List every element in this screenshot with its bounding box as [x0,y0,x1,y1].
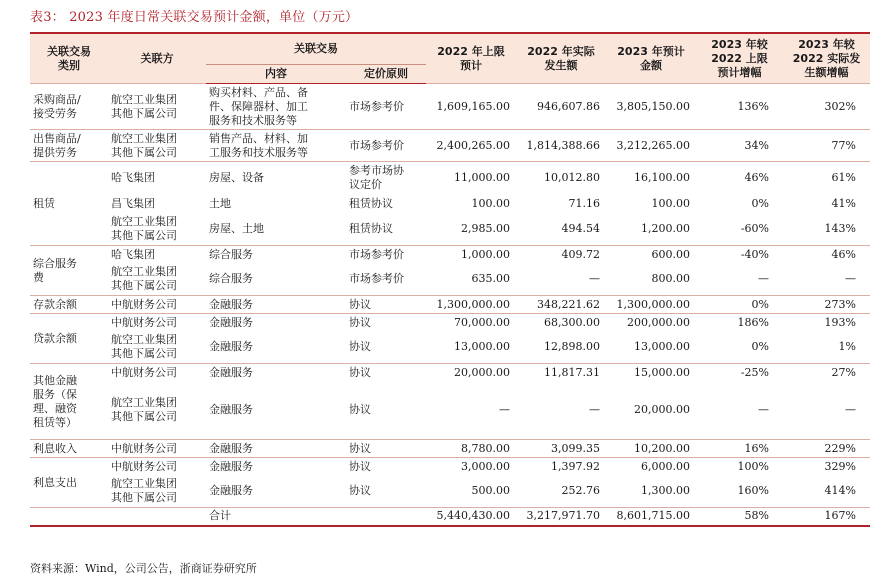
cell-growth-vs-limit: 186% [696,314,783,332]
cell-estimate-2023: 13,000.00 [634,340,690,354]
cell-content: 金融服务 [206,440,346,458]
cell-limit-2022: 20,000.00 [426,364,516,382]
cell-principle: 市场参考价 [349,272,404,286]
header-growth-vs-limit: 2023 年较 2022 上限 预计增幅 [696,33,783,84]
cell-principle: 协议 [346,314,426,332]
cell-actual-2022: 946,607.86 [516,84,606,130]
cell-principle: 市场参考价 [346,130,426,162]
cell-party: 中航财务公司 [108,364,206,382]
cell-content: 金融服务 [209,484,253,498]
cell-estimate-2023: 100.00 [651,196,690,210]
cell-limit-2022: 1,300,000.00 [426,296,516,314]
cell-limit-2022: 8,780.00 [426,440,516,458]
table-row [30,364,870,382]
total-row [30,508,870,526]
cell-growth-vs-limit: 16% [696,440,783,458]
cell-principle: 参考市场协 议定价 [346,162,426,194]
cell-actual-2022: 11,817.31 [516,364,606,382]
table-row [30,314,870,332]
cell-content: 金融服务 [206,314,346,332]
cell-content: 房屋、土地 [209,222,264,236]
cell-estimate-2023: 800.00 [651,272,690,286]
cell-limit-2022: 13,000.00 [454,340,510,354]
cell-content: 购买材料、产品、备 件、保障器材、加工 服务和技术服务等 [206,84,346,130]
table-row [30,458,870,476]
cell-growth-vs-limit: 0% [751,340,769,354]
cell-party: 航空工业集团 其他下属公司 [111,333,177,361]
cell-principle: 协议 [346,458,426,476]
table-row [30,382,870,440]
cell-actual-2022: 1,814,388.66 [516,130,606,162]
cell-growth-vs-actual: 273% [783,296,870,314]
table-row [30,162,870,194]
cell-actual-2022: 12,898.00 [544,340,600,354]
cell-actual-2022: 252.76 [561,484,600,498]
cell-content: 综合服务 [206,246,346,264]
cell-growth-vs-actual: 41% [831,196,856,210]
header-party: 关联方 [108,33,206,84]
cell-content: 金融服务 [206,296,346,314]
cell-category: 综合服务 费 [30,246,108,296]
cell-growth-vs-actual: 61% [783,162,870,194]
cell-growth-vs-actual: 1% [838,340,856,354]
cell-content: 房屋、设备 [206,162,346,194]
table-row [30,476,870,508]
cell-estimate-2023: 15,000.00 [606,364,696,382]
source-note: 资料来源：Wind，公司公告，浙商证券研究所 [30,562,257,575]
cell-actual-2022: 1,397.92 [516,458,606,476]
cell-actual-2022: 3,099.35 [516,440,606,458]
cell-content: 土地 [209,196,231,210]
cell-growth-vs-actual: 229% [783,440,870,458]
cell-principle: 市场参考价 [346,84,426,130]
cell-estimate-2023: 1,300,000.00 [606,296,696,314]
total-limit-2022: 5,440,430.00 [426,508,516,526]
cell-principle: 协议 [349,484,371,498]
header-principle: 定价原则 [346,65,426,84]
header-actual-2022: 2022 年实际 发生额 [516,33,606,84]
cell-actual-2022: 409.72 [516,246,606,264]
cell-estimate-2023: 600.00 [606,246,696,264]
cell-actual-2022: 68,300.00 [516,314,606,332]
cell-actual-2022: 71.16 [568,196,600,210]
cell-party: 航空工业集团 其他下属公司 [111,477,177,505]
cell-category: 存款余额 [30,296,108,314]
cell-limit-2022: 100.00 [471,196,510,210]
total-estimate-2023: 8,601,715.00 [606,508,696,526]
cell-party: 中航财务公司 [108,314,206,332]
cell-empty [108,508,206,526]
cell-estimate-2023: 3,805,150.00 [606,84,696,130]
cell-limit-2022: 1,609,165.00 [426,84,516,130]
cell-growth-vs-limit: 46% [696,162,783,194]
cell-category: 采购商品/ 接受劳务 [30,84,108,130]
header-transaction: 关联交易 [206,33,426,65]
cell-empty [346,508,426,526]
cell-growth-vs-limit: -25% [696,364,783,382]
cell-limit-2022: 2,400,265.00 [426,130,516,162]
cell-estimate-2023: 6,000.00 [606,458,696,476]
total-growth-vs-actual: 167% [783,508,870,526]
cell-party: 中航财务公司 [108,458,206,476]
cell-party: 中航财务公司 [108,440,206,458]
header-growth-vs-actual: 2023 年较 2022 实际发 生额增幅 [783,33,870,84]
cell-category: 贷款余额 [30,314,108,364]
total-growth-vs-limit: 58% [696,508,783,526]
header-content: 内容 [206,65,346,84]
cell-content: 金融服务 [206,364,346,382]
cell-actual-2022: 10,012.80 [516,162,606,194]
table-row [30,332,870,364]
cell-category: 租赁 [30,162,108,246]
related-transactions-table [30,32,870,527]
cell-growth-vs-limit: — [758,403,769,417]
header-limit-2022: 2022 年上限 预计 [426,33,516,84]
cell-content: 金融服务 [209,403,253,417]
cell-estimate-2023: 3,212,265.00 [606,130,696,162]
cell-limit-2022: 2,985.00 [461,222,510,236]
cell-principle: 协议 [346,364,426,382]
cell-growth-vs-limit: 0% [751,196,769,210]
cell-principle: 协议 [349,340,371,354]
cell-limit-2022: 70,000.00 [426,314,516,332]
cell-growth-vs-actual: 329% [783,458,870,476]
cell-growth-vs-limit: 34% [696,130,783,162]
cell-estimate-2023: 1,300.00 [641,484,690,498]
table-body [30,84,870,526]
cell-growth-vs-limit: 136% [696,84,783,130]
cell-content: 金融服务 [209,340,253,354]
header-category: 关联交易 类别 [30,33,108,84]
table-caption: 表3： 2023 年度日常关联交易预计金额，单位（万元） [30,10,359,25]
table-row [30,246,870,264]
total-label: 合计 [206,508,346,526]
cell-estimate-2023: 16,100.00 [606,162,696,194]
cell-principle: 协议 [346,440,426,458]
cell-content: 销售产品、材料、加 工服务和技术服务等 [206,130,346,162]
table-row [30,130,870,162]
cell-limit-2022: 500.00 [471,484,510,498]
cell-growth-vs-limit: 100% [696,458,783,476]
cell-party: 中航财务公司 [108,296,206,314]
cell-party: 航空工业集团 其他下属公司 [108,84,206,130]
table-row [30,84,870,130]
cell-growth-vs-actual: — [845,272,856,286]
total-actual-2022: 3,217,971.70 [516,508,606,526]
table-row [30,194,870,214]
cell-growth-vs-actual: 77% [783,130,870,162]
table-container [30,32,870,527]
cell-limit-2022: — [499,403,510,417]
cell-estimate-2023: 10,200.00 [606,440,696,458]
table-row [30,214,870,246]
cell-category: 出售商品/ 提供劳务 [30,130,108,162]
cell-growth-vs-limit: 160% [737,484,769,498]
cell-category: 利息支出 [30,458,108,508]
cell-principle: 协议 [346,296,426,314]
cell-growth-vs-actual: 414% [824,484,856,498]
cell-party: 航空工业集团 其他下属公司 [108,130,206,162]
cell-growth-vs-limit: -40% [696,246,783,264]
cell-growth-vs-limit: 0% [696,296,783,314]
cell-party: 航空工业集团 其他下属公司 [111,215,177,243]
cell-limit-2022: 3,000.00 [426,458,516,476]
cell-principle: 租赁协议 [349,222,393,236]
cell-growth-vs-limit: -60% [740,222,769,236]
table-row [30,296,870,314]
cell-limit-2022: 1,000.00 [426,246,516,264]
cell-growth-vs-limit: — [758,272,769,286]
table-row [30,264,870,296]
cell-limit-2022: 11,000.00 [426,162,516,194]
cell-content: 综合服务 [209,272,253,286]
cell-actual-2022: — [589,272,600,286]
cell-growth-vs-actual: 193% [783,314,870,332]
cell-principle: 协议 [349,403,371,417]
cell-category: 其他金融 服务（保 理、融资 租赁等） [30,364,108,440]
cell-growth-vs-actual: 46% [783,246,870,264]
cell-estimate-2023: 200,000.00 [606,314,696,332]
cell-estimate-2023: 1,200.00 [641,222,690,236]
cell-party: 哈飞集团 [108,246,206,264]
cell-category: 利息收入 [30,440,108,458]
header-estimate-2023: 2023 年预计 金额 [606,33,696,84]
cell-party: 哈飞集团 [108,162,206,194]
cell-estimate-2023: 20,000.00 [634,403,690,417]
cell-content: 金融服务 [206,458,346,476]
cell-growth-vs-actual: 143% [824,222,856,236]
cell-growth-vs-actual: 27% [783,364,870,382]
cell-empty [30,508,108,526]
cell-growth-vs-actual: 302% [783,84,870,130]
cell-principle: 市场参考价 [346,246,426,264]
table-row [30,440,870,458]
cell-actual-2022: 494.54 [561,222,600,236]
cell-party: 昌飞集团 [111,196,155,210]
cell-actual-2022: 348,221.62 [516,296,606,314]
cell-party: 航空工业集团 其他下属公司 [111,265,177,293]
cell-principle: 租赁协议 [349,196,393,210]
cell-limit-2022: 635.00 [471,272,510,286]
cell-actual-2022: — [589,403,600,417]
cell-growth-vs-actual: — [845,403,856,417]
cell-party: 航空工业集团 其他下属公司 [111,396,177,424]
